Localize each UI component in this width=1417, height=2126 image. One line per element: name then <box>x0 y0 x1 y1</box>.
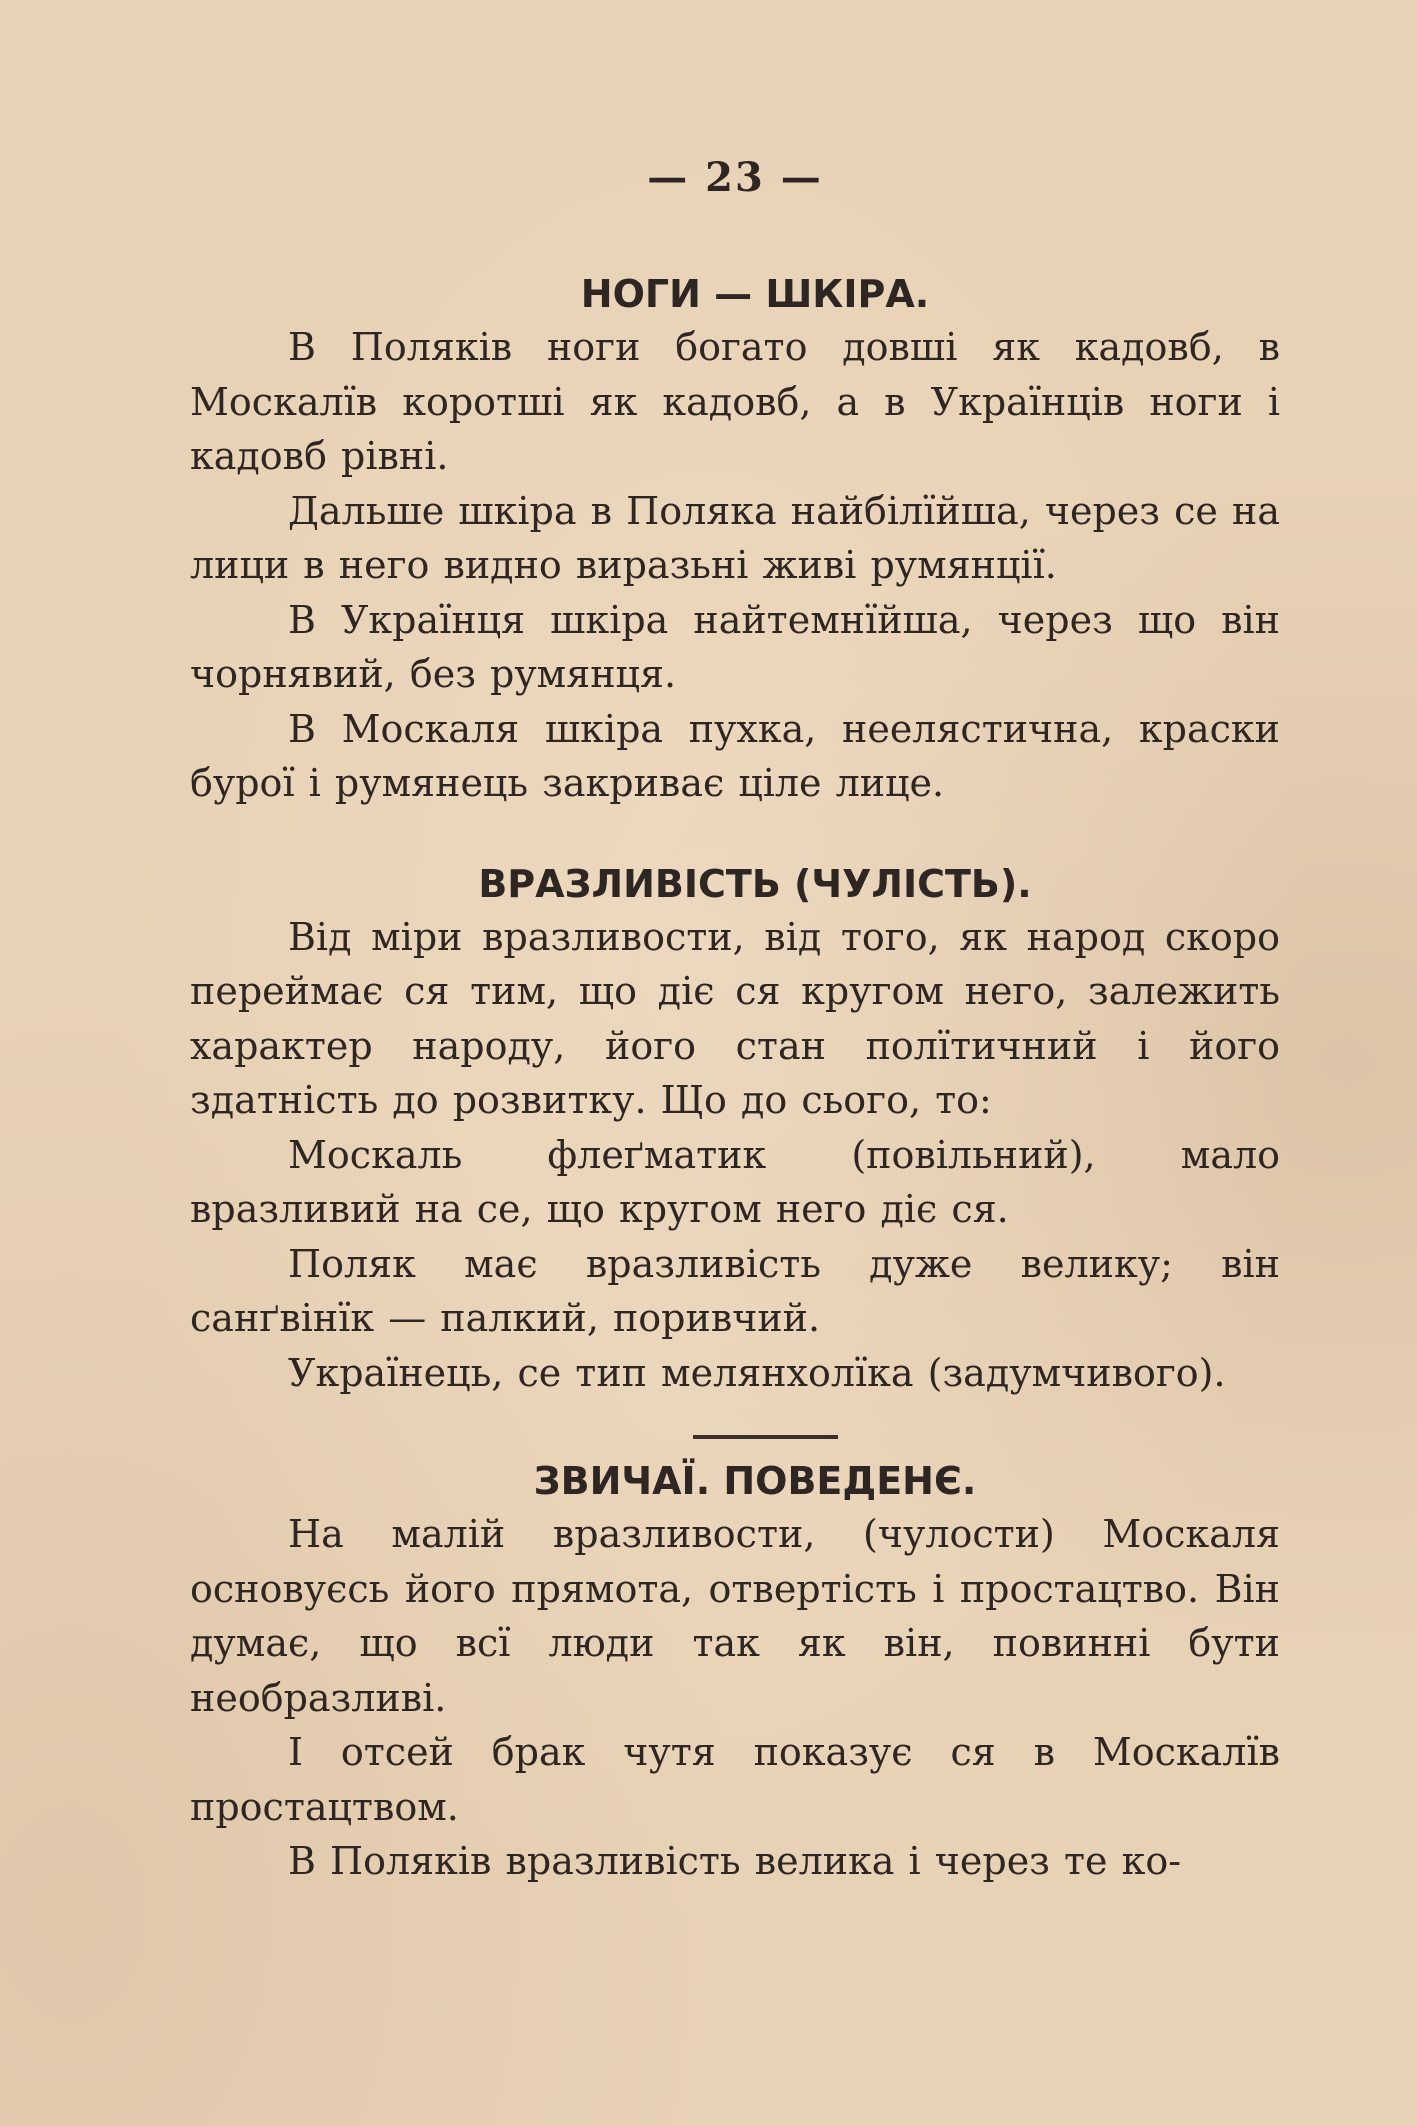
paragraph: Москаль флеґматик (повільний), мало вразливий на се, що кругом него діє ся. <box>190 1132 1280 1231</box>
section-sensitivity <box>190 858 1280 1401</box>
book-page <box>190 150 1280 1889</box>
section-legs-skin <box>190 268 1280 811</box>
section-gap <box>190 811 1280 858</box>
paragraph: В Москаля шкіра пухка, неелястична, краски бурої і румянець закриває ціле лице. <box>190 706 1280 805</box>
section-title: НОГИ — ШКІРА. <box>580 272 930 316</box>
paragraph: В Поляків ноги богато довші як кадовб, в Москалїв коротші як кадовб, а в Українців ноги і кадовб рівні. <box>190 325 1280 478</box>
section-customs-behavior <box>190 1455 1280 1889</box>
paragraph: Від міри вразливости, від того, як народ скоро переймає ся тим, що діє ся кругом него, залежить характер народу, його стан полїтичний і його здатність до розвитку. Що до сього, то: <box>190 914 1280 1122</box>
page-number: — 23 — <box>647 154 823 201</box>
section-divider-rule <box>693 1435 838 1439</box>
paragraph: В Поляків вразливість велика і через те ко- <box>288 1839 1182 1883</box>
paragraph: Дальше шкіра в Поляка найбілїйша, через се на лици в него видно виразьні живі румянції. <box>190 488 1280 587</box>
paragraph: Поляк має вразливість дуже велику; він санґвінїк — палкий, поривчий. <box>190 1241 1280 1340</box>
section-title: ЗВИЧАЇ. ПОВЕДЕНЄ. <box>533 1459 977 1503</box>
section-title: ВРАЗЛИВІСТЬ (ЧУЛІСТЬ). <box>478 861 1032 906</box>
paragraph: На малій вразливости, (чулости) Москаля основуєсь його прямота, отвертість і простацтво. Він думає, що всї люди так як він, повинні бути необразливі. <box>190 1512 1280 1720</box>
paragraph: В Українця шкіра найтемнїйша, через що він чорнявий, без румянця. <box>190 597 1280 696</box>
paragraph: Українець, се тип мелянхолїка (задумчивого). <box>288 1350 1226 1395</box>
paragraph: І отсей брак чутя показує ся в Москалїв простацтвом. <box>190 1730 1280 1829</box>
